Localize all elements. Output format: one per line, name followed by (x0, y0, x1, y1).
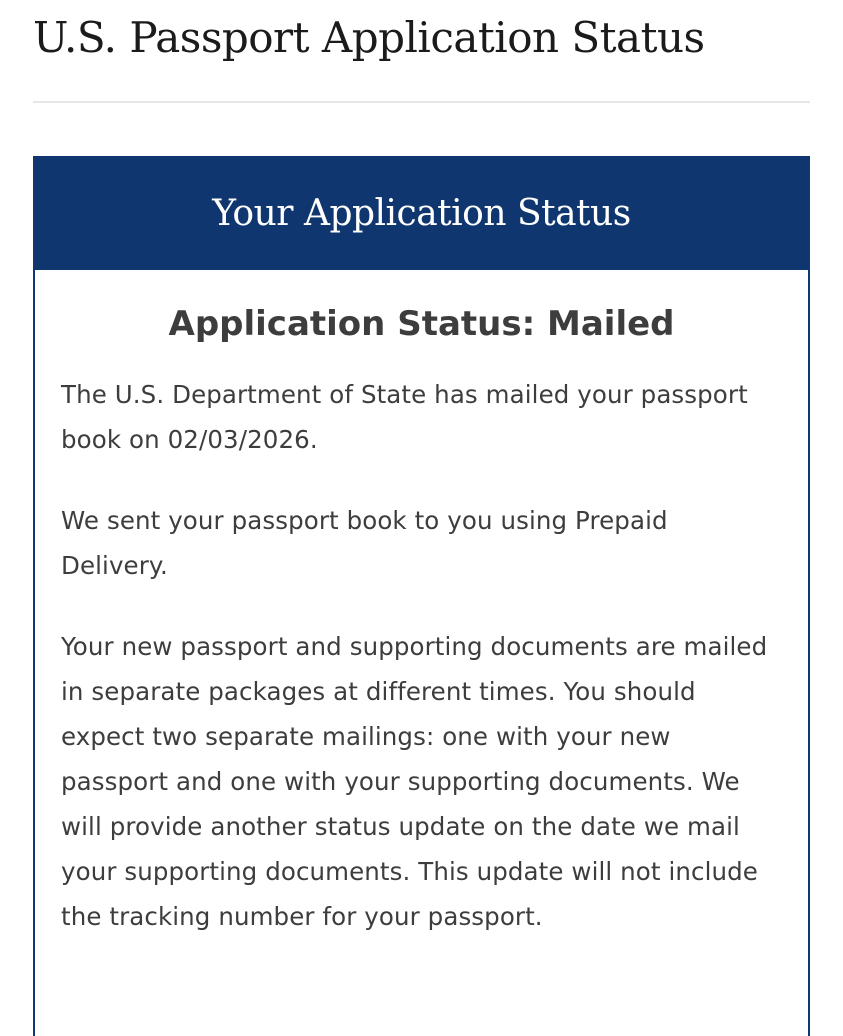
card-body (35, 302, 808, 939)
page-title: U.S. Passport Application Status (33, 13, 705, 62)
card-header (35, 156, 808, 270)
status-heading: Application Status: Mailed (168, 304, 675, 344)
application-status-card (33, 156, 810, 1036)
title-divider (33, 101, 810, 103)
card-header-title: Your Application Status (212, 192, 631, 234)
delivery-method-paragraph: We sent your passport book to you using Prepaid Delivery. (61, 506, 668, 580)
separate-mailings-paragraph: Your new passport and supporting documents are mailed in separate packages at different times. You should expect two separate mailings: one with your new passport and one with your supporting documents. We will provide another status update on the date we mail your supporting documents. This update will not include the tracking number for your passport. (61, 632, 768, 931)
mailed-date-paragraph: The U.S. Department of State has mailed your passport book on 02/03/2026. (61, 380, 748, 454)
